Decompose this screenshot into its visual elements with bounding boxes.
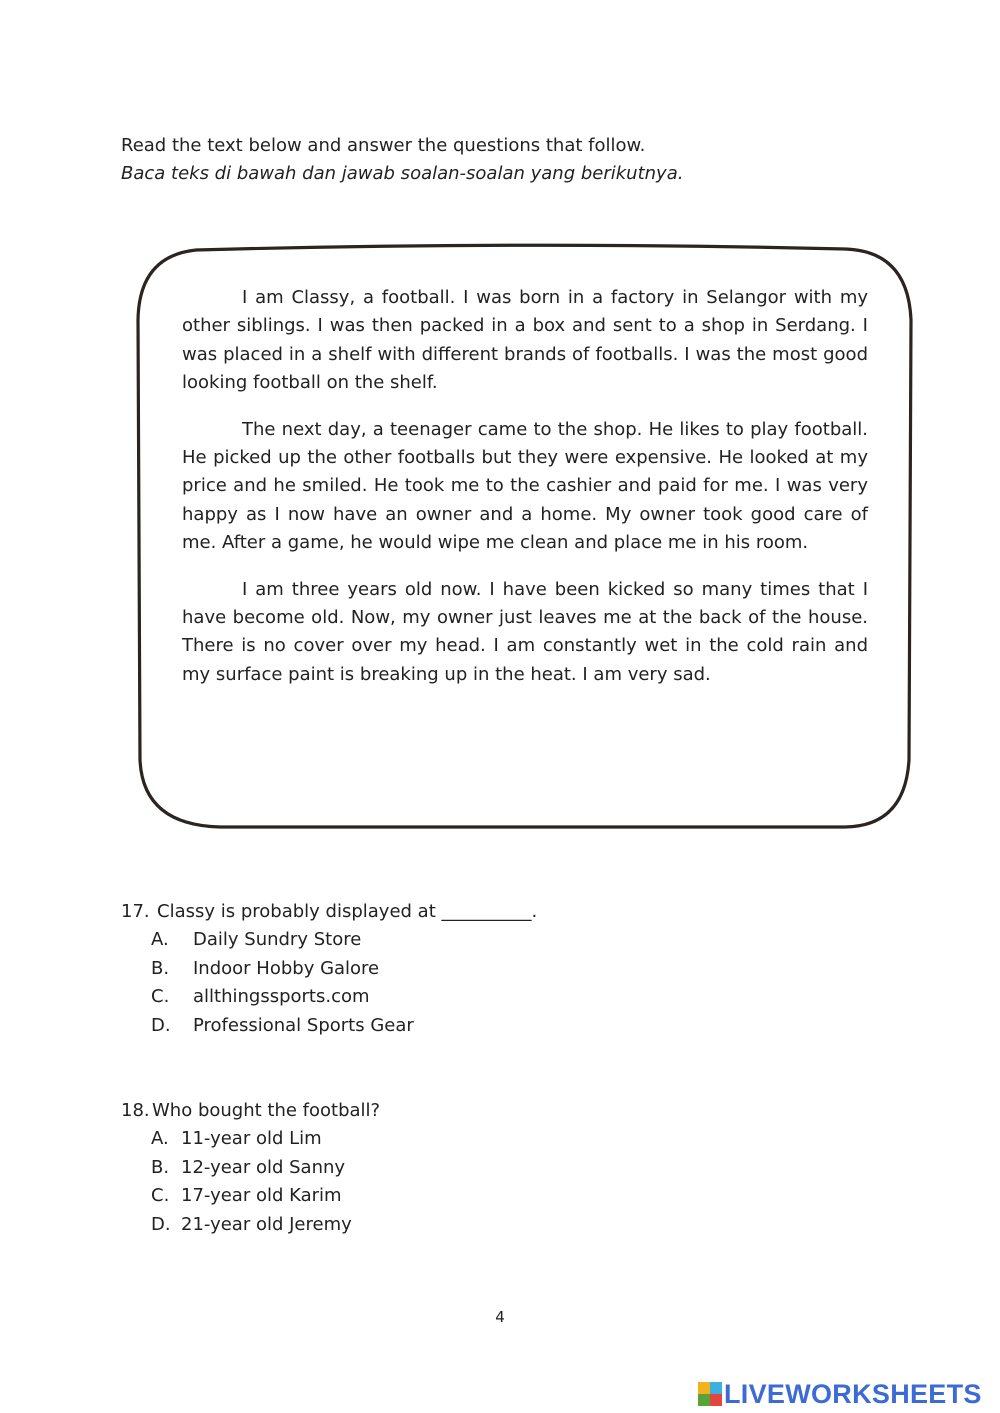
instruction-english: Read the text below and answer the questions that follow. — [121, 135, 646, 156]
logo-square — [710, 1382, 722, 1394]
question-17-text: Classy is probably displayed at __________. — [157, 901, 538, 922]
question-17-option-a[interactable] — [121, 926, 537, 954]
passage-paragraph-1: I am Classy, a football. I was born in a factory in Selangor with my other siblings. I was then packed in a box and sent to a shop in Serdang. I was placed in a shelf with different brands of footballs. I was the most good looking football on the shelf. — [182, 287, 868, 394]
option-text: allthingssports.com — [193, 986, 370, 1008]
option-text: 11-year old Lim — [181, 1128, 322, 1150]
reading-passage — [182, 284, 868, 707]
liveworksheets-logo-icon — [698, 1382, 722, 1406]
question-18-text: Who bought the football? — [152, 1100, 381, 1121]
question-17-option-c[interactable] — [121, 983, 537, 1011]
option-text: 12-year old Sanny — [181, 1156, 346, 1178]
option-text: 17-year old Karim — [181, 1185, 342, 1207]
question-17-number: 17. — [121, 901, 150, 922]
option-letter: A. — [151, 929, 169, 951]
question-18 — [121, 1097, 380, 1239]
liveworksheets-logo[interactable] — [698, 1380, 982, 1408]
instruction-malay: Baca teks di bawah dan jawab soalan-soalan yang berikutnya. — [121, 163, 684, 184]
logo-square — [698, 1382, 710, 1394]
option-letter: A. — [151, 1128, 169, 1150]
option-letter: C. — [151, 1185, 170, 1207]
question-18-option-d[interactable] — [121, 1211, 380, 1239]
question-18-option-c[interactable] — [121, 1182, 380, 1210]
question-18-option-b[interactable] — [121, 1154, 380, 1182]
option-letter: C. — [151, 986, 170, 1008]
liveworksheets-brand-text: LIVEWORKSHEETS — [724, 1379, 982, 1409]
page-number: 4 — [495, 1308, 505, 1326]
question-18-option-a[interactable] — [121, 1125, 380, 1153]
question-17 — [121, 898, 537, 1040]
logo-square — [710, 1394, 722, 1406]
passage-paragraph-2: The next day, a teenager came to the shop. He likes to play football. He picked up the other footballs but they were expensive. He looked at my price and he smiled. He took me to the cashier and paid for me. I was very happy as I now have an owner and a home. My owner took good care of me. After a game, he would wipe me clean and place me in his room. — [182, 418, 868, 554]
option-letter: B. — [151, 1156, 170, 1178]
question-18-stem — [121, 1097, 380, 1125]
question-18-number: 18. — [121, 1100, 150, 1121]
logo-square — [698, 1394, 710, 1406]
option-text: 21-year old Jeremy — [181, 1213, 352, 1235]
option-letter: D. — [151, 1213, 171, 1235]
option-text: Professional Sports Gear — [193, 1014, 414, 1036]
option-text: Indoor Hobby Galore — [193, 957, 380, 979]
option-text: Daily Sundry Store — [193, 929, 362, 951]
option-letter: D. — [151, 1014, 171, 1036]
question-17-options — [121, 926, 537, 1040]
option-letter: B. — [151, 957, 170, 979]
question-17-stem — [121, 898, 537, 926]
question-17-option-d[interactable] — [121, 1012, 537, 1040]
question-18-options — [121, 1125, 380, 1239]
passage-paragraph-3: I am three years old now. I have been kicked so many times that I have become old. Now, my owner just leaves me at the back of the house. There is no cover over my head. I am constantly wet in the cold rain and my surface paint is breaking up in the heat. I am very sad. — [182, 578, 868, 685]
question-17-option-b[interactable] — [121, 955, 537, 983]
